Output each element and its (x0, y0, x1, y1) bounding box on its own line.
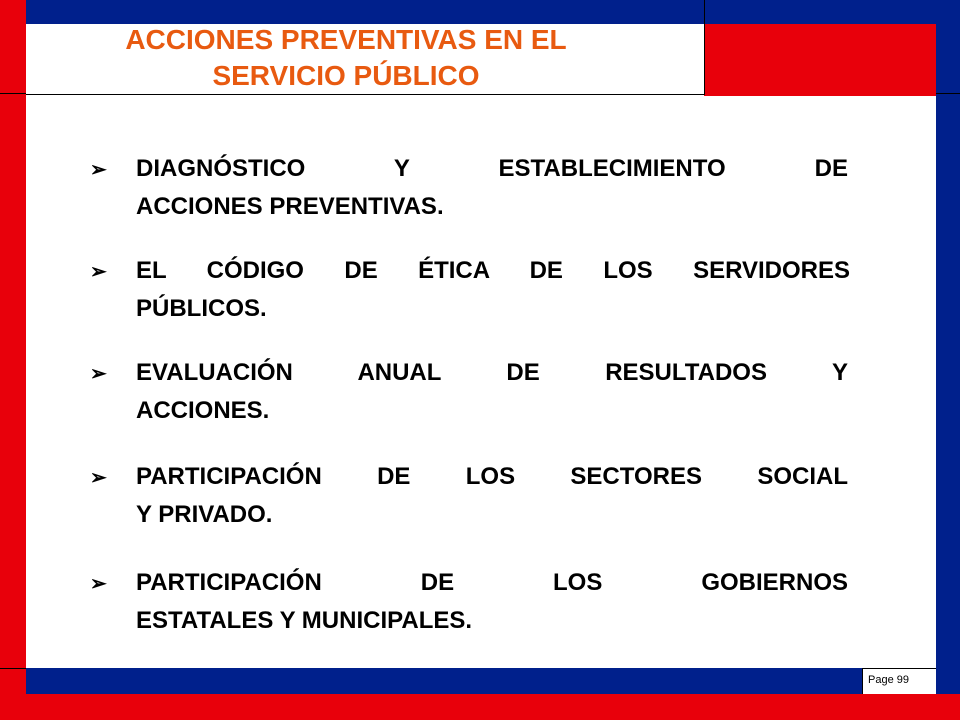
list-item (90, 354, 848, 434)
list-item-line-1: PARTICIPACIÓN DE LOS SECTORES SOCIAL (136, 463, 848, 490)
right-divider-line (936, 93, 960, 94)
bottom-red-band (26, 694, 960, 720)
top-divider-line (704, 0, 705, 24)
arrow-bullet-icon: ➢ (90, 363, 107, 385)
list-item-line-2: ACCIONES. (136, 397, 270, 424)
arrow-bullet-icon: ➢ (90, 261, 107, 283)
list-item-line-2: PÚBLICOS. (136, 295, 267, 322)
list-item-line-1: EVALUACIÓN ANUAL DE RESULTADOS Y (136, 359, 848, 386)
title-line-1: ACCIONES PREVENTIVAS EN EL (125, 24, 567, 55)
bottom-blue-band (26, 668, 936, 694)
right-blue-band (936, 24, 960, 720)
bottom-left-divider-line (0, 668, 26, 669)
list-item (90, 150, 848, 230)
list-item (90, 252, 850, 332)
left-divider-line (0, 93, 26, 94)
list-item-line-2: ESTATALES Y MUNICIPALES. (136, 607, 473, 634)
arrow-bullet-icon: ➢ (90, 467, 107, 489)
list-item-line-2: Y PRIVADO. (136, 501, 273, 528)
list-item-line-1: PARTICIPACIÓN DE LOS GOBIERNOS (136, 569, 848, 596)
title-line-2: SERVICIO PÚBLICO (212, 60, 480, 91)
list-item (90, 564, 848, 644)
left-red-band (0, 0, 26, 720)
list-item-line-1: DIAGNÓSTICO Y ESTABLECIMIENTO DE (136, 155, 848, 182)
top-right-red-block (704, 24, 936, 96)
list-item-line-1: EL CÓDIGO DE ÉTICA DE LOS SERVIDORES (136, 257, 850, 284)
slide-title (26, 22, 666, 94)
arrow-bullet-icon: ➢ (90, 573, 107, 595)
list-item-line-2: ACCIONES PREVENTIVAS. (136, 193, 444, 220)
page-number: Page 99 (868, 674, 909, 686)
list-item (90, 458, 848, 538)
top-blue-band (26, 0, 960, 24)
arrow-bullet-icon: ➢ (90, 159, 107, 181)
